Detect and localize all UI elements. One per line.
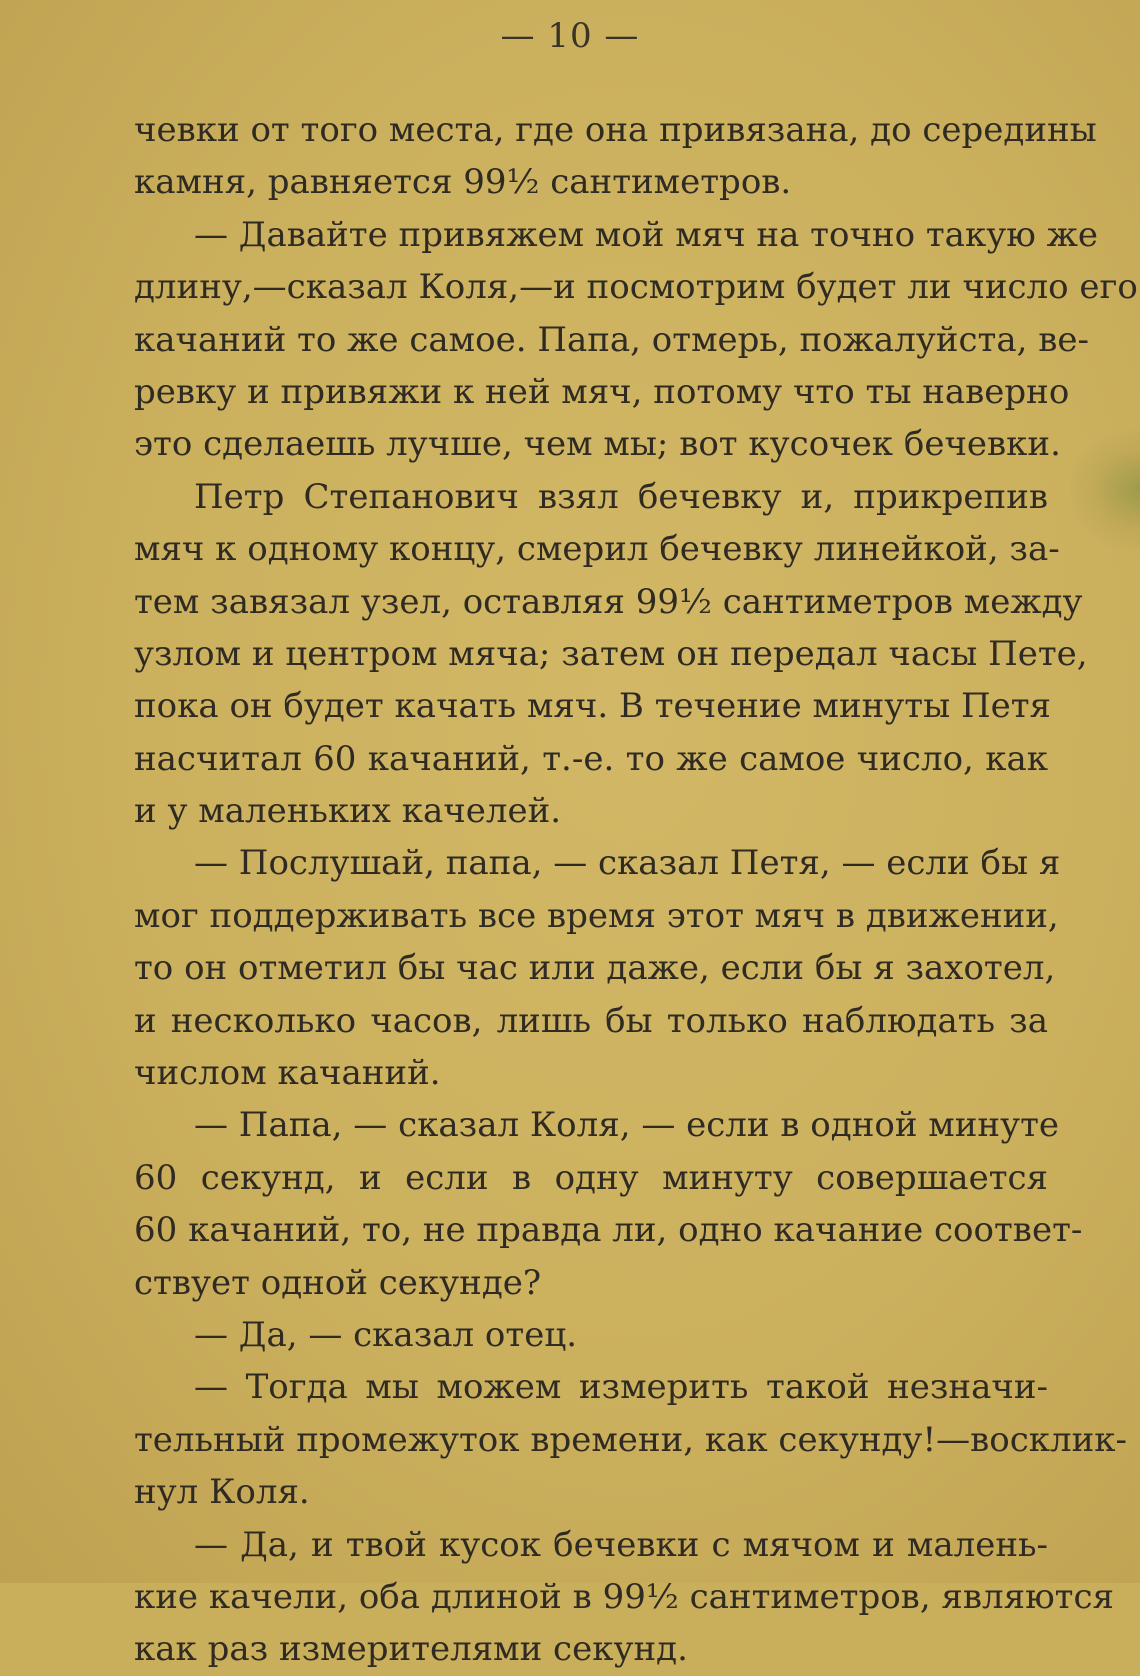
text-line: тем завязал узел, оставляя 99½ сантиметров между (134, 581, 1083, 622)
text-line: Петр Степанович взял бечевку и, прикрепив (194, 476, 1048, 517)
text-line: ствует одной секунде? (134, 1262, 542, 1303)
text-line: то он отметил бы час или даже, если бы я захотел, (134, 948, 1056, 989)
text-line: пока он будет качать мяч. В течение минуты Петя (134, 686, 1051, 727)
text-line: чевки от того места, где она привязана, до середины (134, 110, 1097, 150)
text-line: мяч к одному концу, смерил бечевку линейкой, за- (134, 529, 1060, 570)
paper-stain (1070, 430, 1140, 550)
text-line: и у маленьких качелей. (134, 791, 562, 832)
text-line: длину,—сказал Коля,—и посмотрим будет ли число его (134, 267, 1138, 308)
text-line: это сделаешь лучше, чем мы; вот кусочек бечевки. (134, 424, 1061, 465)
text-line: камня, равняется 99½ сантиметров. (134, 162, 792, 203)
text-line: — Да, и твой кусок бечевки с мячом и малень- (194, 1524, 1048, 1565)
text-line: числом качаний. (134, 1053, 441, 1094)
text-line: — Давайте привяжем мой мяч на точно такую же (194, 214, 1099, 255)
text-line: как раз измерителями секунд. (134, 1629, 688, 1670)
text-line: нул Коля. (134, 1472, 310, 1513)
text-line: — Тогда мы можем измерить такой незначи- (194, 1367, 1048, 1408)
text-line: ревку и привяжи к ней мяч, потому что ты наверно (134, 371, 1070, 412)
text-line: и несколько часов, лишь бы только наблюдать за (134, 1000, 1048, 1041)
text-line: качаний то же самое. Папа, отмерь, пожалуйста, ве- (134, 319, 1089, 360)
text-line: 60 качаний, то, не правда ли, одно качание соответ- (134, 1210, 1083, 1251)
text-line: 60 секунд, и если в одну минуту совершается (134, 1157, 1048, 1198)
text-line: — Папа, — сказал Коля, — если в одной минуте (194, 1105, 1060, 1146)
text-line: мог поддерживать все время этот мяч в движении, (134, 895, 1059, 936)
body-text (134, 104, 1138, 1676)
text-line: — Да, — сказал отец. (194, 1314, 577, 1355)
text-line: кие качели, оба длиной в 99½ сантиметров, являются (134, 1576, 1114, 1617)
text-line: — Послушай, папа, — сказал Петя, — если бы я (194, 843, 1061, 884)
page-number: — 10 — (500, 16, 640, 56)
text-line: узлом и центром мяча; затем он передал часы Пете, (134, 633, 1088, 674)
text-line: насчитал 60 качаний, т.-е. то же самое число, как (134, 738, 1048, 779)
text-line: тельный промежуток времени, как секунду!—восклик- (134, 1419, 1128, 1460)
